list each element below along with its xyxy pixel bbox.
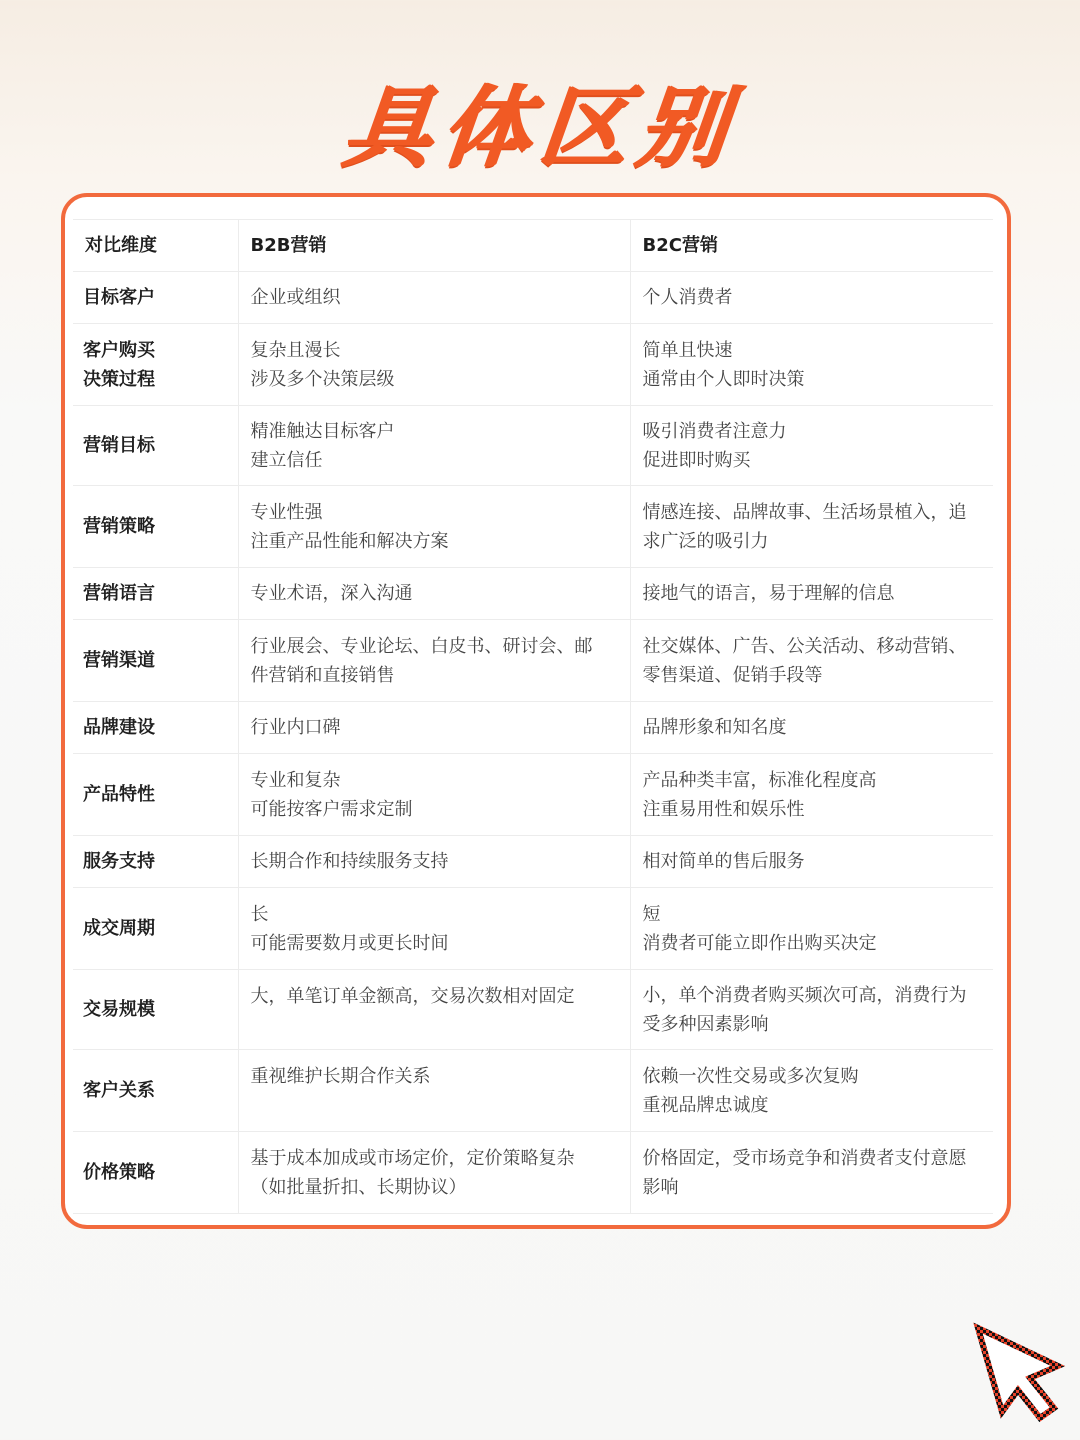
table-row <box>73 702 993 754</box>
table-row <box>73 754 993 836</box>
comparison-table <box>73 219 993 1214</box>
cell-line: 产品特性 <box>83 784 155 805</box>
header-cell-b2b: B2B营销 <box>238 220 630 272</box>
cell-line: 长 <box>250 903 269 925</box>
cell-line: 复杂且漫长 <box>250 339 341 361</box>
b2c-cell <box>630 1050 993 1132</box>
cell-line: 客户购买 <box>83 339 155 361</box>
cell-line: 短 <box>642 903 661 925</box>
cell-line: 长期合作和持续服务支持 <box>250 851 449 872</box>
table-row <box>73 324 993 406</box>
cell-line: 企业或组织 <box>250 287 341 308</box>
b2b-cell <box>238 888 630 970</box>
b2b-cell <box>238 836 630 888</box>
dimension-cell <box>73 486 238 568</box>
cell-line: 专业术语，深入沟通 <box>250 583 413 604</box>
cell-line: 影响 <box>642 1176 679 1198</box>
cell-line: 营销语言 <box>83 583 155 604</box>
cell-line: （如批量折扣、长期协议） <box>250 1176 467 1198</box>
header-cell-dimension: 对比维度 <box>73 220 238 272</box>
comparison-card <box>61 193 1011 1229</box>
mouse-cursor-icon <box>968 1318 1068 1428</box>
dimension-cell <box>73 620 238 702</box>
b2c-cell <box>630 754 993 836</box>
b2b-cell <box>238 970 630 1050</box>
cell-line: 客户关系 <box>83 1080 155 1101</box>
header-cell-b2c: B2C营销 <box>630 220 993 272</box>
cell-line: 依赖一次性交易或多次复购 <box>642 1065 859 1087</box>
dimension-cell <box>73 702 238 754</box>
cell-line: 吸引消费者注意力 <box>642 420 787 442</box>
dimension-cell <box>73 754 238 836</box>
cell-line: 注重产品性能和解决方案 <box>250 530 449 552</box>
dimension-cell <box>73 836 238 888</box>
b2c-cell <box>630 620 993 702</box>
dimension-cell <box>73 970 238 1050</box>
cell-line: 零售渠道、促销手段等 <box>642 664 823 686</box>
cell-line: 产品种类丰富，标准化程度高 <box>642 769 877 791</box>
cell-line: 成交周期 <box>83 918 155 939</box>
dimension-cell <box>73 888 238 970</box>
cell-line: 消费者可能立即作出购买决定 <box>642 932 877 954</box>
table-row <box>73 836 993 888</box>
cell-line: 目标客户 <box>83 287 155 308</box>
cell-line: 精准触达目标客户 <box>250 420 395 442</box>
b2c-cell <box>630 888 993 970</box>
cell-line: 重视品牌忠诚度 <box>642 1094 769 1116</box>
dimension-cell <box>73 1132 238 1214</box>
cell-line: 通常由个人即时决策 <box>642 368 805 390</box>
cell-line: 个人消费者 <box>642 287 733 308</box>
cell-line: 注重易用性和娱乐性 <box>642 798 805 820</box>
cell-line: 情感连接、品牌故事、生活场景植入，追 <box>642 501 967 523</box>
cell-line: 接地气的语言，易于理解的信息 <box>642 583 895 604</box>
b2b-cell <box>238 1050 630 1132</box>
b2b-cell <box>238 324 630 406</box>
b2b-cell <box>238 620 630 702</box>
cell-line: 服务支持 <box>83 851 155 872</box>
cell-line: 求广泛的吸引力 <box>642 530 769 552</box>
page-title: 具体区别 <box>338 76 742 179</box>
b2c-cell <box>630 324 993 406</box>
b2c-cell <box>630 272 993 324</box>
cell-line: 促进即时购买 <box>642 449 751 471</box>
table-row <box>73 620 993 702</box>
b2b-cell <box>238 406 630 486</box>
b2c-cell <box>630 702 993 754</box>
b2b-cell <box>238 754 630 836</box>
b2c-cell <box>630 406 993 486</box>
cell-line: 营销策略 <box>83 516 155 537</box>
cell-line: 重视维护长期合作关系 <box>250 1066 431 1087</box>
cell-line: 可能按客户需求定制 <box>250 798 413 820</box>
table-row <box>73 888 993 970</box>
cell-line: 受多种因素影响 <box>642 1013 769 1035</box>
cell-line: 营销渠道 <box>83 650 155 671</box>
dimension-cell <box>73 406 238 486</box>
cell-line: 行业展会、专业论坛、白皮书、研讨会、邮 <box>250 635 593 657</box>
cell-line: 交易规模 <box>83 999 155 1020</box>
cell-line: 价格固定，受市场竞争和消费者支付意愿 <box>642 1147 967 1169</box>
cell-line: 大，单笔订单金额高，交易次数相对固定 <box>250 986 575 1007</box>
table-header-row <box>73 220 993 272</box>
cell-line: 涉及多个决策层级 <box>250 368 395 390</box>
cell-line: 社交媒体、广告、公关活动、移动营销、 <box>642 635 967 657</box>
cell-line: 简单且快速 <box>642 339 733 361</box>
cell-line: 小，单个消费者购买频次可高，消费行为 <box>642 984 967 1006</box>
cell-line: 决策过程 <box>83 368 155 390</box>
dimension-cell <box>73 324 238 406</box>
cell-line: 品牌建设 <box>83 717 155 738</box>
b2c-cell <box>630 1132 993 1214</box>
cell-line: 营销目标 <box>83 435 155 456</box>
dimension-cell <box>73 272 238 324</box>
table-row <box>73 1132 993 1214</box>
cell-line: 可能需要数月或更长时间 <box>250 932 449 954</box>
b2b-cell <box>238 1132 630 1214</box>
table-row <box>73 568 993 620</box>
cell-line: 专业和复杂 <box>250 769 341 791</box>
table-row <box>73 406 993 486</box>
b2c-cell <box>630 836 993 888</box>
dimension-cell <box>73 568 238 620</box>
cell-line: 件营销和直接销售 <box>250 664 395 686</box>
dimension-cell <box>73 1050 238 1132</box>
table-row <box>73 970 993 1050</box>
table-row <box>73 272 993 324</box>
b2c-cell <box>630 568 993 620</box>
cell-line: 价格策略 <box>83 1162 155 1183</box>
b2b-cell <box>238 272 630 324</box>
cell-line: 专业性强 <box>250 501 323 523</box>
cell-line: 行业内口碑 <box>250 717 341 738</box>
b2b-cell <box>238 568 630 620</box>
b2b-cell <box>238 486 630 568</box>
table-row <box>73 1050 993 1132</box>
cell-line: 基于成本加成或市场定价，定价策略复杂 <box>250 1147 575 1169</box>
b2c-cell <box>630 486 993 568</box>
b2c-cell <box>630 970 993 1050</box>
table-row <box>73 486 993 568</box>
b2b-cell <box>238 702 630 754</box>
cell-line: 建立信任 <box>250 449 323 471</box>
cell-line: 相对简单的售后服务 <box>642 851 805 872</box>
cell-line: 品牌形象和知名度 <box>642 717 787 738</box>
